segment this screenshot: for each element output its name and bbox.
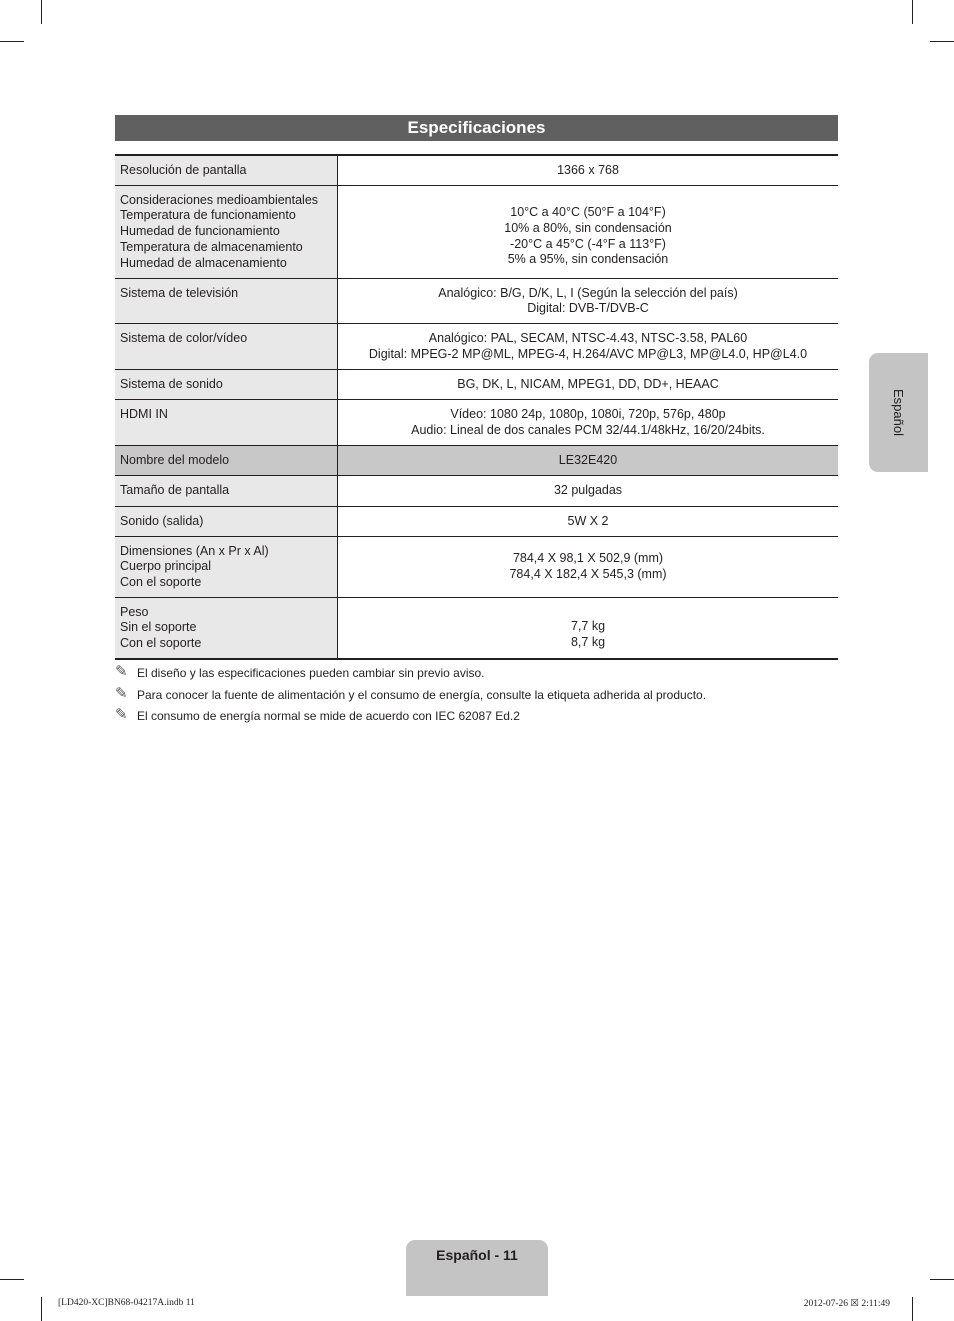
language-tab [869, 353, 928, 472]
section-title: Especificaciones [115, 115, 838, 141]
crop-mark [930, 1279, 954, 1280]
crop-mark [912, 0, 913, 24]
spec-label: Tamaño de pantalla [115, 475, 338, 506]
pencil-icon: ✎ [115, 684, 128, 702]
table-row [115, 445, 838, 475]
crop-mark [0, 1279, 24, 1280]
pencil-icon: ✎ [115, 706, 128, 723]
table-row [115, 278, 838, 323]
page-number: Español - 11 [406, 1240, 548, 1296]
spec-value: 7,7 kg 8,7 kg [338, 597, 839, 659]
footer-file-info: [LD420-XC]BN68-04217A.indb 11 [58, 1298, 195, 1308]
table-row [115, 185, 838, 278]
table-row [115, 400, 838, 445]
note-text: El diseño y las especificaciones pueden cambiar sin previo aviso. [137, 666, 485, 680]
spec-label: Consideraciones medioambientales Temperatura de funcionamiento Humedad de funcionamiento Temperatura de almacenamiento Humedad de almacenamiento [115, 185, 338, 278]
table-row [115, 597, 838, 659]
spec-label: Sistema de sonido [115, 370, 338, 400]
table-row [115, 155, 838, 185]
spec-label: Resolución de pantalla [115, 155, 338, 185]
crop-mark [41, 0, 42, 24]
spec-label: HDMI IN [115, 400, 338, 445]
spec-label: Sonido (salida) [115, 506, 338, 536]
table-row [115, 475, 838, 506]
spec-label: Nombre del modelo [115, 445, 338, 475]
spec-value: BG, DK, L, NICAM, MPEG1, DD, DD+, HEAAC [338, 370, 839, 400]
spec-value: Vídeo: 1080 24p, 1080p, 1080i, 720p, 576p, 480p Audio: Lineal de dos canales PCM 32/44.1/48kHz, 16/20/24bits. [338, 400, 839, 445]
table-row [115, 370, 838, 400]
note-text: El consumo de energía normal se mide de acuerdo con IEC 62087 Ed.2 [137, 709, 520, 723]
crop-mark [912, 1297, 913, 1321]
spec-value: 1366 x 768 [557, 163, 619, 177]
spec-label: Sistema de televisión [115, 278, 338, 323]
table-row [115, 324, 838, 370]
footer-timestamp: 2012-07-26 ☒ 2:11:49 [803, 1299, 890, 1309]
list-item [115, 684, 838, 710]
crop-mark [41, 1297, 42, 1321]
spec-label: Peso Sin el soporte Con el soporte [115, 597, 338, 659]
spec-value: LE32E420 [338, 445, 839, 475]
table-row [115, 506, 838, 536]
notes-list [115, 663, 838, 731]
crop-mark [930, 41, 954, 42]
spec-value: 784,4 X 98,1 X 502,9 (mm) 784,4 X 182,4 X 545,3 (mm) [338, 536, 839, 597]
crop-mark [0, 41, 24, 42]
spec-value: 10°C a 40°C (50°F a 104°F) 10% a 80%, sin condensación -20°C a 45°C (-4°F a 113°F) 5% a 95%, sin condensación [338, 185, 839, 278]
table-row [115, 536, 838, 597]
note-text: Para conocer la fuente de alimentación y el consumo de energía, consulte la etiqueta adherida al producto. [137, 687, 707, 702]
spec-label: Dimensiones (An x Pr x Al) Cuerpo principal Con el soporte [115, 536, 338, 597]
spec-table [115, 154, 838, 660]
language-tab-label: Español [890, 389, 906, 436]
spec-value: 5W X 2 [338, 506, 839, 536]
spec-label: Sistema de color/vídeo [115, 324, 338, 370]
list-item [115, 663, 838, 688]
list-item [115, 706, 838, 731]
spec-value: Analógico: B/G, D/K, L, I (Según la selección del país) Digital: DVB-T/DVB-C [338, 278, 839, 323]
pencil-icon: ✎ [115, 663, 128, 680]
spec-value: 32 pulgadas [338, 475, 839, 506]
spec-value: Analógico: PAL, SECAM, NTSC-4.43, NTSC-3.58, PAL60 Digital: MPEG-2 MP@ML, MPEG-4, H.264/AVC MP@L3, MP@L4.0, HP@L4.0 [338, 324, 839, 370]
